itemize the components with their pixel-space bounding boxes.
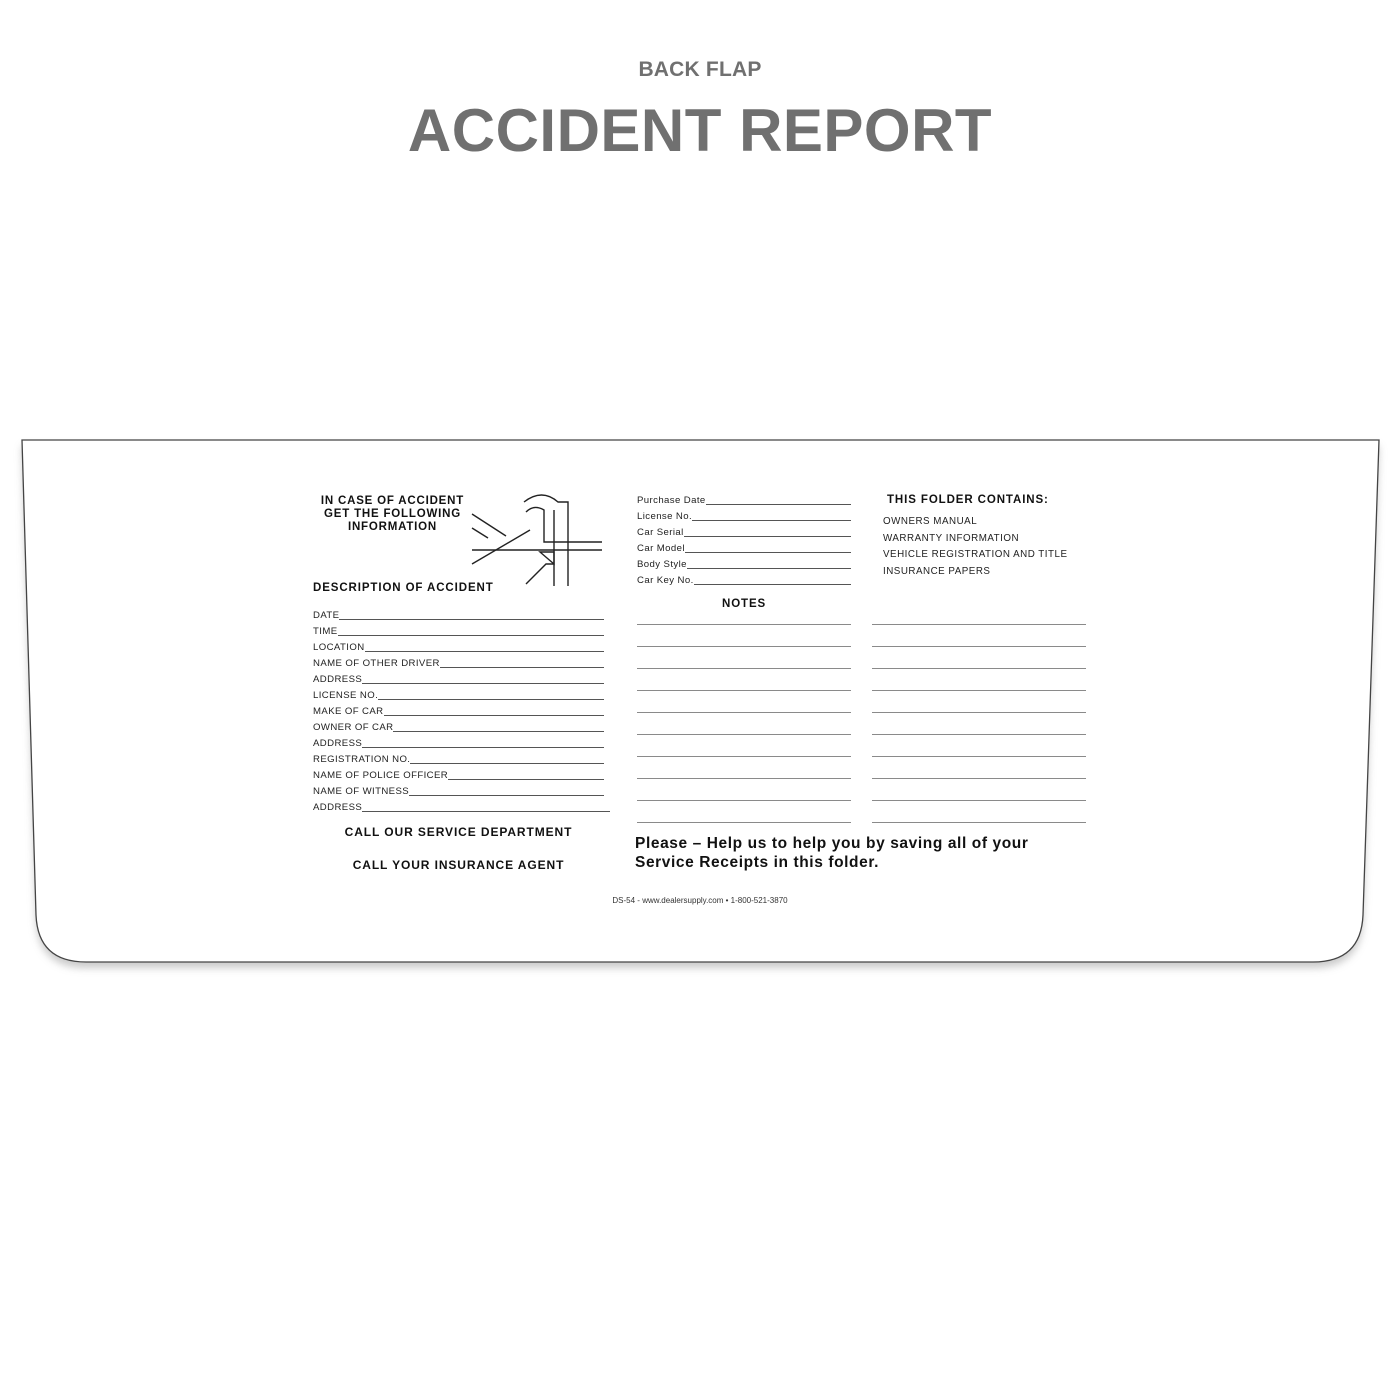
accident-instructions-line: IN CASE OF ACCIDENT (320, 495, 465, 507)
field-label: LICENSE NO. (313, 690, 379, 701)
note-line[interactable] (872, 668, 1086, 669)
field-label: Car Model (637, 543, 685, 554)
note-line[interactable] (872, 646, 1086, 647)
field-line[interactable] (393, 731, 604, 732)
field-line[interactable] (339, 619, 604, 620)
message-line: Service Receipts in this folder. (635, 854, 880, 871)
note-line[interactable] (872, 756, 1086, 757)
note-line[interactable] (637, 690, 851, 691)
accident-field-address[interactable] (313, 735, 604, 749)
field-line[interactable] (365, 651, 604, 652)
note-line[interactable] (872, 822, 1086, 823)
field-line[interactable] (338, 635, 604, 636)
field-line[interactable] (684, 536, 851, 537)
note-line[interactable] (872, 690, 1086, 691)
folder-contents-item: VEHICLE REGISTRATION AND TITLE (883, 549, 1068, 560)
field-line[interactable] (410, 763, 604, 764)
field-label: Car Serial (637, 527, 684, 538)
field-line[interactable] (378, 699, 604, 700)
accident-field-witness[interactable] (313, 783, 604, 797)
service-receipts-message (635, 834, 1029, 872)
accident-field-time[interactable] (313, 623, 604, 637)
field-label: OWNER OF CAR (313, 722, 394, 733)
note-line[interactable] (637, 646, 851, 647)
note-line[interactable] (637, 712, 851, 713)
field-line[interactable] (362, 811, 610, 812)
field-label: Body Style (637, 559, 687, 570)
field-line[interactable] (362, 747, 604, 748)
field-label: LOCATION (313, 642, 365, 653)
road-intersection-logo-icon (470, 492, 606, 588)
field-label: TIME (313, 626, 338, 637)
accident-instructions-line: GET THE FOLLOWING (324, 508, 461, 520)
vehicle-field-model[interactable] (637, 540, 851, 554)
field-line[interactable] (694, 584, 851, 585)
field-line[interactable] (706, 504, 851, 505)
message-line: Please – Help us to help you by saving all of your (635, 835, 1029, 852)
field-label: ADDRESS (313, 674, 363, 685)
field-label: DATE (313, 610, 340, 621)
note-line[interactable] (637, 800, 851, 801)
field-line[interactable] (362, 683, 604, 684)
field-line[interactable] (448, 779, 604, 780)
accident-field-make[interactable] (313, 703, 604, 717)
field-label: MAKE OF CAR (313, 706, 384, 717)
note-line[interactable] (637, 756, 851, 757)
field-line[interactable] (692, 520, 851, 521)
note-line[interactable] (637, 822, 851, 823)
vehicle-field-purchase-date[interactable] (637, 492, 851, 506)
accident-field-address[interactable] (313, 799, 610, 813)
note-line[interactable] (637, 734, 851, 735)
folder-contents-item: WARRANTY INFORMATION (883, 533, 1020, 544)
accident-field-owner[interactable] (313, 719, 604, 733)
field-line[interactable] (409, 795, 604, 796)
vehicle-field-license[interactable] (637, 508, 851, 522)
field-label: NAME OF WITNESS (313, 786, 410, 797)
field-label: Car Key No. (637, 575, 694, 586)
field-line[interactable] (687, 568, 851, 569)
folder-contents-item: OWNERS MANUAL (883, 516, 978, 527)
field-line[interactable] (440, 667, 604, 668)
note-line[interactable] (872, 624, 1086, 625)
field-label: NAME OF OTHER DRIVER (313, 658, 440, 669)
note-line[interactable] (872, 778, 1086, 779)
field-line[interactable] (384, 715, 605, 716)
accident-field-license[interactable] (313, 687, 604, 701)
call-insurance-agent: CALL YOUR INSURANCE AGENT (352, 858, 565, 872)
note-line[interactable] (637, 778, 851, 779)
accident-field-police-officer[interactable] (313, 767, 604, 781)
vehicle-field-key[interactable] (637, 572, 851, 586)
note-line[interactable] (637, 624, 851, 625)
note-line[interactable] (872, 712, 1086, 713)
accident-field-other-driver[interactable] (313, 655, 604, 669)
note-line[interactable] (637, 668, 851, 669)
accident-field-date[interactable] (313, 607, 604, 621)
field-label: NAME OF POLICE OFFICER (313, 770, 449, 781)
note-line[interactable] (872, 800, 1086, 801)
note-line[interactable] (872, 734, 1086, 735)
folder-contents-item: INSURANCE PAPERS (883, 566, 991, 577)
call-service-department: CALL OUR SERVICE DEPARTMENT (344, 825, 573, 839)
accident-field-registration[interactable] (313, 751, 604, 765)
vehicle-field-body-style[interactable] (637, 556, 851, 570)
field-label: ADDRESS (313, 738, 363, 749)
page-title: ACCIDENT REPORT (407, 97, 993, 164)
accident-instructions (305, 495, 480, 534)
vehicle-field-serial[interactable] (637, 524, 851, 538)
field-label: License No. (637, 511, 693, 522)
notes-title: NOTES (722, 598, 767, 610)
folder-contents-title: THIS FOLDER CONTAINS: (887, 494, 1049, 506)
field-label: REGISTRATION NO. (313, 754, 411, 765)
footer-contact: DS-54 - www.dealersupply.com • 1-800-521-3870 (612, 896, 788, 905)
field-label: ADDRESS (313, 802, 363, 813)
page-subheading: BACK FLAP (638, 58, 762, 81)
field-label: Purchase Date (637, 495, 706, 506)
field-line[interactable] (685, 552, 851, 553)
accident-instructions-line: INFORMATION (347, 521, 438, 533)
accident-field-address[interactable] (313, 671, 604, 685)
description-title: DESCRIPTION OF ACCIDENT (313, 582, 494, 594)
accident-field-location[interactable] (313, 639, 604, 653)
